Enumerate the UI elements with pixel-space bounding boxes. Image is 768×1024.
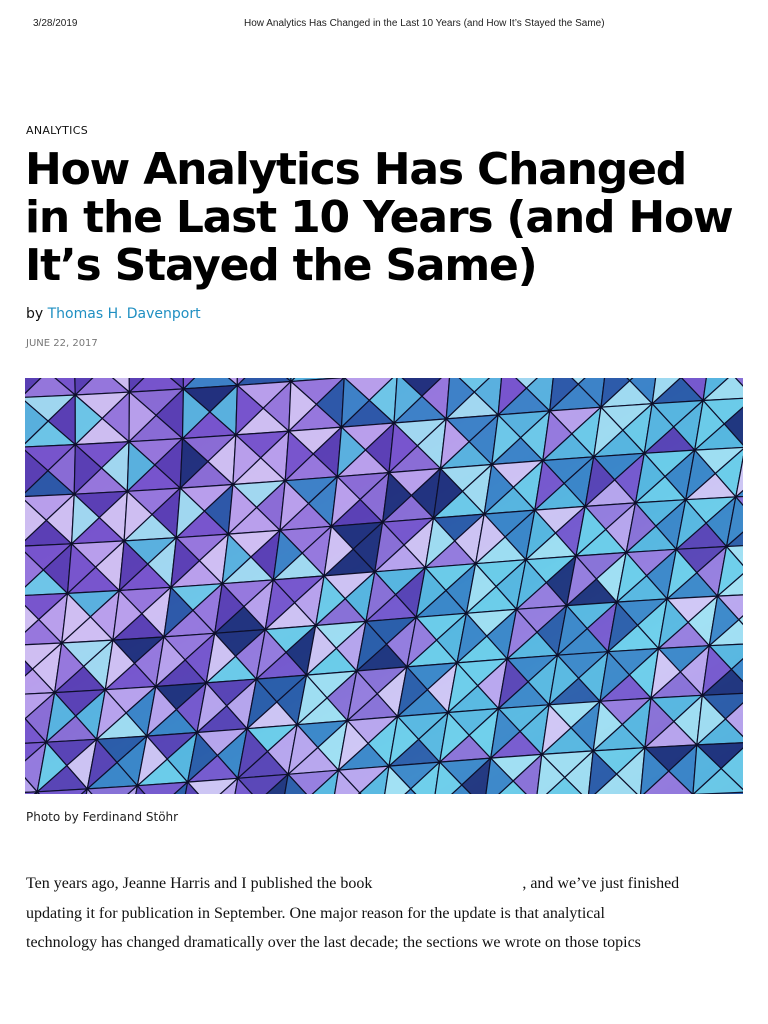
article-headline: How Analytics Has Changed in the Last 10 Years (and How It’s Stayed the Same) xyxy=(25,144,733,291)
body-line-end: , and we’ve just finished xyxy=(522,875,680,892)
article-body xyxy=(26,869,746,958)
print-date: 3/28/2019 xyxy=(33,18,78,29)
byline-prefix: by xyxy=(26,306,44,322)
body-line: technology has changed dramatically over the last decade; the sections we wrote on those topics xyxy=(26,934,641,951)
publish-date: JUNE 22, 2017 xyxy=(26,338,98,349)
print-header xyxy=(0,18,768,32)
body-line: updating it for publication in September. One major reason for the update is that analytical xyxy=(26,904,605,922)
photo-caption: Photo by Ferdinand Stöhr xyxy=(26,810,179,824)
print-page-title: How Analytics Has Changed in the Last 10 Years (and How It’s Stayed the Same) xyxy=(244,18,605,29)
faceted-ceiling-graphic xyxy=(25,378,743,794)
book-title-link[interactable] xyxy=(372,874,522,888)
body-line xyxy=(26,869,746,899)
category-label[interactable]: ANALYTICS xyxy=(26,124,88,137)
byline xyxy=(26,306,201,322)
body-line-start: Ten years ago, Jeanne Harris and I published the book xyxy=(26,875,373,892)
author-link[interactable]: Thomas H. Davenport xyxy=(47,306,201,322)
hero-image xyxy=(25,378,743,794)
